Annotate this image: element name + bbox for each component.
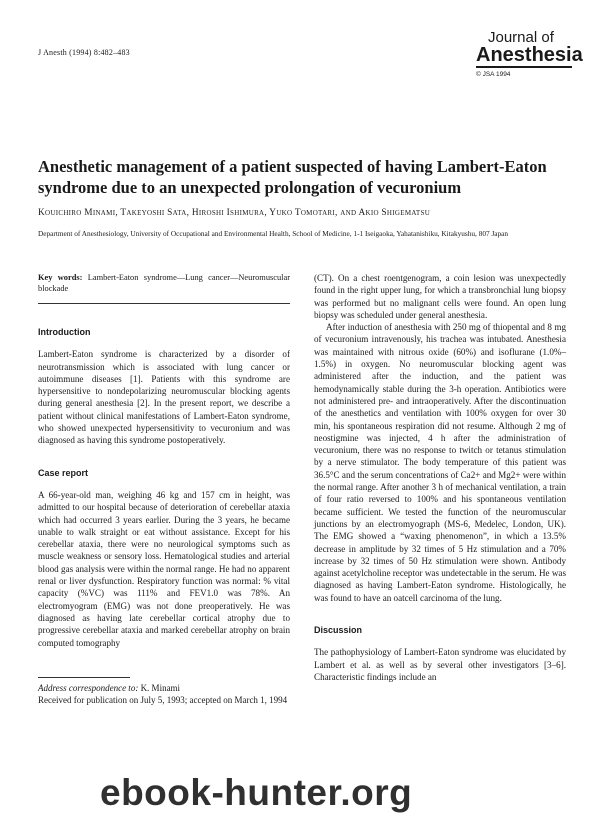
watermark: ebook-hunter.org bbox=[100, 772, 413, 813]
journal-name: Anesthesia bbox=[476, 44, 583, 66]
footnote bbox=[38, 682, 290, 706]
right-column bbox=[314, 272, 566, 683]
journal-citation: J Anesth (1994) 8:482–483 bbox=[38, 48, 130, 57]
correspondence-name: K. Minami bbox=[140, 682, 181, 693]
case-report-continued: (CT). On a chest roentgenogram, a coin lesion was unexpectedly found in the right upper lung, for which a transbronchial lung biopsy was performed but no malignant cells were found. An open lung biopsy was scheduled under general anesthesia. bbox=[314, 273, 566, 320]
left-column bbox=[38, 272, 290, 706]
keywords-label: Key words: bbox=[38, 273, 83, 282]
discussion-heading: Discussion bbox=[314, 625, 363, 636]
case-report-text: A 66-year-old man, weighing 46 kg and 157 cm in height, was admitted to our hospital because of deterioration of cerebellar ataxia which had occurred 3 years earlier. During the 3 years, he became unable to walk straight or eat without assistance. Except for his cerebellar ataxia, there were no neurological symptoms such as muscle weakness or sensory loss. Hematological studies and arterial blood gas analysis were within the normal range. He had no apparent renal or liver dysfunction. Respiratory function was normal: % vital capacity (%VC) was 111% and FEV1.0 was 78%. An electromyogram (EMG) was not done preoperatively. He was diagnosed as having late cerebellar cortical atrophy due to progressive cerebellar ataxia and marked cerebellar atrophy on brain computed tomography bbox=[38, 489, 290, 648]
footnote-divider bbox=[38, 677, 130, 678]
introduction-text: Lambert-Eaton syndrome is characterized by a disorder of neurotransmission which is associated with lung cancer or autoimmune diseases [1]. Patients with this syndrome are hypersensitive to nondepolarizing neuromuscular blocking agents during general anesthesia [2]. In the present report, we describe a patient without clinical manifestations of Lambert-Eaton syndrome, who showed unexpected hypersensitivity to vecuronium and was diagnosed as having this syndrome postoperatively. bbox=[38, 349, 290, 446]
article-title: Anesthetic management of a patient suspected of having Lambert-Eaton syndrome due to an unexpected prolongation of vecuronium bbox=[38, 157, 547, 197]
author-affiliation: Department of Anesthesiology, University of Occupational and Environmental Health, School of Medicine, 1-1 Iseigaoka, Yahatanishiku, Kitakyushu, 807 Japan bbox=[38, 229, 509, 238]
case-report-anesthesia: After induction of anesthesia with 250 mg of thiopental and 8 mg of vecuronium intravenously, his trachea was intubated. Anesthesia was maintained with nitrous oxide (60%) and isoflurane (1.0%–1.5%) in oxygen. No neuromuscular blocking agent was administered after the induction, and the patient was hemodynamically stable during the 3-h operation. Antibiotics were not administered pre- and intraoperatively. After the discontinuation of the anesthetics and ventilation with 100% oxygen for over 30 min, his spontaneous respiration did not resume. Although 2 mg of neostigmine was injected, 4 h after the administration of vecuronium, there was no response to twitch or tetanus stimulation by a nerve stimulator. The body temperature of this patient was 36.5°C and the serum concentrations of Ca2+ and Mg2+ were within the normal range. After another 3 h of mechanical ventilation, a train of four ratio reversed to 100% and his spontaneous ventilation became sufficient. We tested the function of the neuromuscular junctions by an electromyograph (MS-6, Medelec, London, UK). The EMG showed a “waxing phenomenon”, in which a 13.5% decrease in amplitude by 32 times of 5 Hz stimulation and a 70% increase by 32 times of 50 Hz stimulation were shown. Antibody against acetylcholine receptor was undetectable in the serum. He was diagnosed as having Lambert-Eaton syndrome. Histologically, he was found to have an oatcell carcinoma of the lung. bbox=[314, 322, 566, 603]
case-report-heading: Case report bbox=[38, 467, 89, 478]
journal-logo bbox=[476, 29, 583, 78]
introduction-heading: Introduction bbox=[38, 327, 91, 337]
journal-of-label: Journal of bbox=[488, 29, 554, 46]
discussion-text: The pathophysiology of Lambert-Eaton syndrome was elucidated by Lambert et al. as well as by several other investigators [3–6]. Characteristic findings include an bbox=[314, 647, 566, 682]
author-list: Kouichiro Minami, Takeyoshi Sata, Hiroshi Ishimura, Yuko Tomotari, and Akio Shigematsu bbox=[38, 208, 431, 218]
correspondence-label: Address correspondence to: bbox=[38, 682, 139, 693]
keywords-text: Lambert-Eaton syndrome—Lung cancer—Neuromuscular blockade bbox=[38, 273, 291, 293]
copyright-notice: © JSA 1994 bbox=[476, 71, 511, 78]
received-dates: Received for publication on July 5, 1993; accepted on March 1, 1994 bbox=[38, 694, 288, 705]
keywords-block bbox=[38, 272, 290, 304]
